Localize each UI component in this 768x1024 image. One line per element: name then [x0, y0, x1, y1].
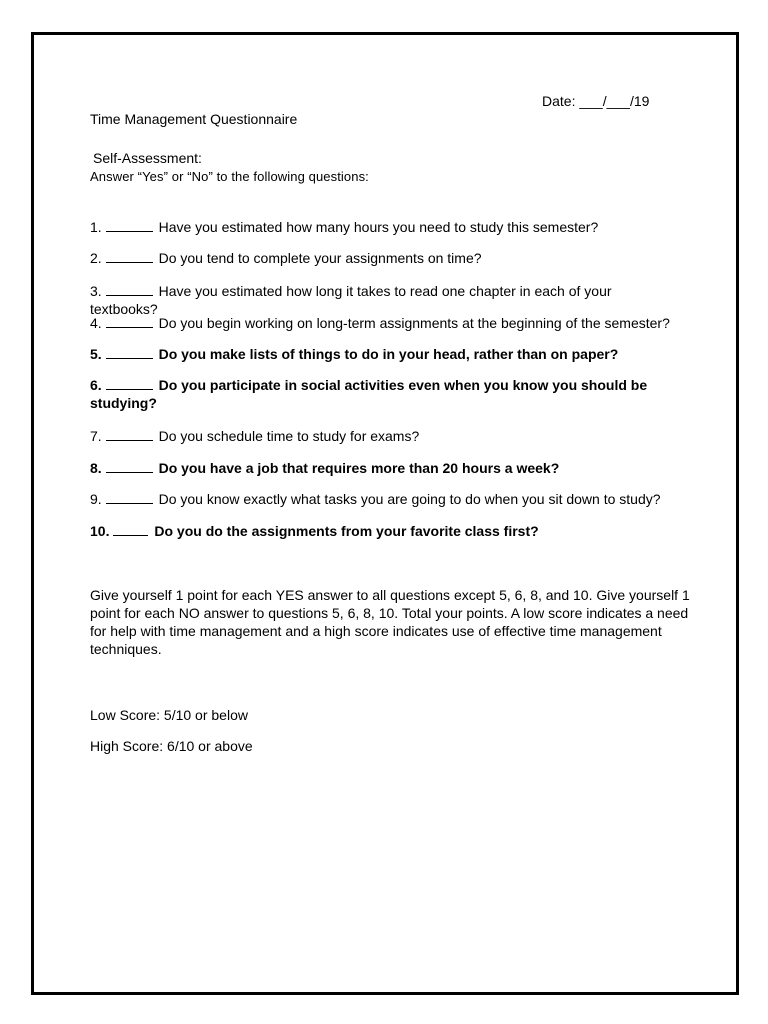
question-item	[90, 376, 680, 412]
question-text: Do you begin working on long-term assignments at the beginning of the semester?	[158, 315, 670, 331]
question-text: Do you have a job that requires more than 20 hours a week?	[158, 460, 560, 476]
question-number: 10.	[90, 523, 110, 539]
question-number: 8.	[90, 460, 102, 476]
question-number: 3.	[90, 283, 102, 299]
question-text: Have you estimated how long it takes to read one chapter in each of your textbooks?	[90, 283, 612, 317]
question-number: 2.	[90, 250, 102, 266]
answer-blank	[106, 346, 153, 359]
question-item	[90, 249, 680, 267]
answer-instructions: Answer “Yes” or “No” to the following questions:	[90, 169, 369, 184]
answer-blank	[113, 523, 148, 536]
answer-blank	[106, 460, 153, 473]
scoring-instructions: Give yourself 1 point for each YES answer to all questions except 5, 6, 8, and 10. Give yourself 1 point for each NO answer to questions 5, 6, 8, 10. Total your points. A low score indicates a need for help with time management and a high score indicates use of effective time management techniques.	[90, 587, 690, 657]
question-text: Do you tend to complete your assignments on time?	[158, 250, 482, 266]
question-number: 5.	[90, 346, 102, 362]
answer-blank	[106, 250, 153, 263]
question-item	[90, 314, 680, 332]
question-text: Do you know exactly what tasks you are going to do when you sit down to study?	[158, 491, 661, 507]
question-text: Do you do the assignments from your favorite class first?	[154, 523, 539, 539]
question-text: Have you estimated how many hours you need to study this semester?	[158, 219, 599, 235]
high-score-line: High Score: 6/10 or above	[90, 738, 253, 754]
section-heading: Self-Assessment:	[93, 150, 202, 166]
question-item	[90, 490, 680, 508]
question-number: 7.	[90, 428, 102, 444]
question-item	[90, 218, 680, 236]
question-number: 4.	[90, 315, 102, 331]
question-item	[90, 345, 680, 363]
question-number: 1.	[90, 219, 102, 235]
question-number: 6.	[90, 377, 102, 393]
question-item	[90, 522, 680, 540]
answer-blank	[106, 283, 153, 296]
question-number: 9.	[90, 491, 102, 507]
answer-blank	[106, 315, 153, 328]
question-item	[90, 282, 680, 318]
answer-blank	[106, 428, 153, 441]
question-item	[90, 459, 680, 477]
question-text: Do you participate in social activities even when you know you should be studying?	[90, 377, 648, 411]
question-item	[90, 427, 680, 445]
question-text: Do you make lists of things to do in your head, rather than on paper?	[158, 346, 619, 362]
answer-blank	[106, 219, 153, 232]
answer-blank	[106, 377, 153, 390]
low-score-line: Low Score: 5/10 or below	[90, 707, 248, 723]
question-text: Do you schedule time to study for exams?	[158, 428, 420, 444]
document-title: Time Management Questionnaire	[90, 111, 298, 127]
answer-blank	[106, 491, 153, 504]
date-field: Date: ___/___/19	[542, 93, 650, 109]
